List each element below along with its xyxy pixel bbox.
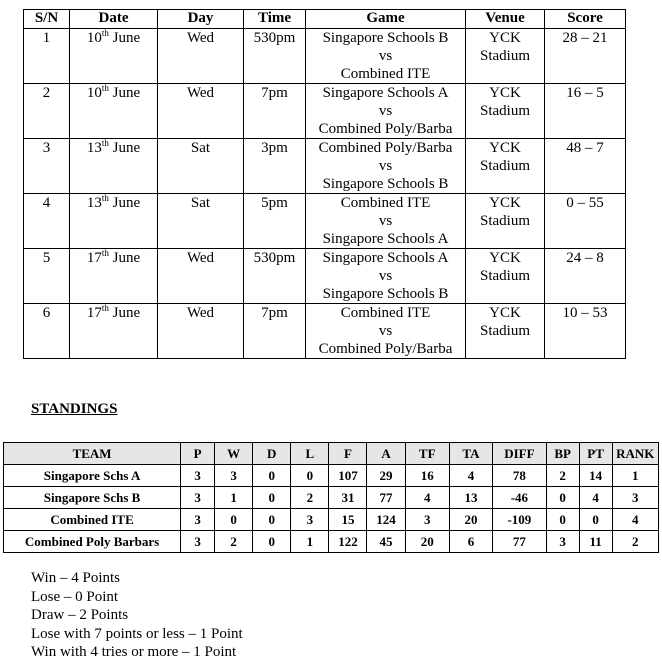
fixture-date: 10th June [70,29,158,84]
fixture-row [24,249,626,304]
versus-label: vs [378,268,393,284]
lost: 0 [291,465,329,487]
fixture-score: 0 – 55 [545,194,626,249]
column-header-sn: S/N [24,10,70,29]
standings-header-team: TEAM [4,443,181,465]
lost: 2 [291,487,329,509]
points-legend [31,569,243,662]
fixture-row [24,29,626,84]
tries-against: 20 [449,509,492,531]
standings-header-for: F [329,443,367,465]
points-for: 122 [329,531,367,553]
fixture-venue: YCK Stadium [466,139,545,194]
rank: 1 [612,465,658,487]
fixture-row [24,304,626,359]
points-for: 107 [329,465,367,487]
fixture-score: 48 – 7 [545,139,626,194]
tries-for: 16 [405,465,449,487]
fixture-score: 28 – 21 [545,29,626,84]
versus-label: vs [378,323,393,339]
rank: 4 [612,509,658,531]
played: 3 [181,487,215,509]
standings-row [4,465,659,487]
standings-title: STANDINGS [31,401,118,417]
won: 2 [215,531,253,553]
tries-for: 4 [405,487,449,509]
bonus-points: 0 [546,487,579,509]
won: 3 [215,465,253,487]
standings-table [3,442,659,553]
total-points: 0 [579,509,612,531]
fixture-game [306,139,466,194]
won: 0 [215,509,253,531]
drawn: 0 [253,465,291,487]
column-header-date: Date [70,10,158,29]
points-for: 31 [329,487,367,509]
played: 3 [181,465,215,487]
fixture-date: 17th June [70,304,158,359]
tries-for: 20 [405,531,449,553]
fixture-day: Sat [158,139,244,194]
points-against: 29 [367,465,405,487]
schedule-header-row [24,10,626,29]
away-team: Singapore Schools B [322,286,449,302]
legend-item: Lose with 7 points or less – 1 Point [31,625,243,642]
home-team: Singapore Schools A [322,85,449,101]
lost: 1 [291,531,329,553]
fixture-game [306,194,466,249]
standings-header-lost: L [291,443,329,465]
points-against: 77 [367,487,405,509]
versus-label: vs [378,213,393,229]
home-team: Combined Poly/Barba [318,140,453,156]
rank: 2 [612,531,658,553]
fixture-sn: 1 [24,29,70,84]
drawn: 0 [253,509,291,531]
fixture-venue: YCK Stadium [466,249,545,304]
column-header-day: Day [158,10,244,29]
fixture-day: Sat [158,194,244,249]
team-name: Combined ITE [4,509,181,531]
legend-item: Draw – 2 Points [31,607,129,623]
total-points: 4 [579,487,612,509]
home-team: Combined ITE [340,305,431,321]
fixture-row [24,139,626,194]
played: 3 [181,509,215,531]
fixture-date: 17th June [70,249,158,304]
standings-header-tries-against: TA [449,443,492,465]
column-header-venue: Venue [466,10,545,29]
versus-label: vs [378,48,393,64]
fixture-row [24,194,626,249]
column-header-game: Game [306,10,466,29]
fixture-venue: YCK Stadium [466,194,545,249]
rank: 3 [612,487,658,509]
fixture-date: 13th June [70,194,158,249]
bonus-points: 2 [546,465,579,487]
standings-header-won: W [215,443,253,465]
fixture-score: 10 – 53 [545,304,626,359]
away-team: Singapore Schools B [322,176,449,192]
home-team: Combined ITE [340,195,431,211]
fixture-score: 16 – 5 [545,84,626,139]
away-team: Combined Poly/Barba [318,121,453,137]
fixture-venue: YCK Stadium [466,304,545,359]
standings-header-bonus: BP [546,443,579,465]
versus-label: vs [378,103,393,119]
home-team: Singapore Schools B [322,30,449,46]
legend-item: Win with 4 tries or more – 1 Point [31,644,237,660]
fixture-day: Wed [158,84,244,139]
drawn: 0 [253,531,291,553]
fixture-date: 10th June [70,84,158,139]
points-diff: 77 [493,531,547,553]
fixture-day: Wed [158,304,244,359]
fixture-game [306,84,466,139]
fixture-sn: 5 [24,249,70,304]
won: 1 [215,487,253,509]
legend-item: Lose – 0 Point [31,588,119,605]
team-name: Singapore Schs B [4,487,181,509]
fixture-sn: 4 [24,194,70,249]
standings-header-tries-for: TF [405,443,449,465]
fixture-sn: 3 [24,139,70,194]
team-name: Combined Poly Barbars [4,531,181,553]
lost: 3 [291,509,329,531]
team-name: Singapore Schs A [4,465,181,487]
standings-row [4,509,659,531]
tries-against: 4 [449,465,492,487]
home-team: Singapore Schools A [322,250,449,266]
played: 3 [181,531,215,553]
fixture-venue: YCK Stadium [466,29,545,84]
tries-against: 13 [449,487,492,509]
fixture-time: 7pm [244,304,306,359]
versus-label: vs [378,158,393,174]
bonus-points: 3 [546,531,579,553]
fixture-score: 24 – 8 [545,249,626,304]
fixture-day: Wed [158,29,244,84]
fixture-game [306,249,466,304]
total-points: 11 [579,531,612,553]
bonus-points: 0 [546,509,579,531]
standings-header-row [4,443,659,465]
standings-row [4,531,659,553]
points-against: 45 [367,531,405,553]
fixture-sn: 6 [24,304,70,359]
away-team: Combined ITE [340,66,431,82]
fixture-date: 13th June [70,139,158,194]
fixture-game [306,304,466,359]
points-for: 15 [329,509,367,531]
fixture-game [306,29,466,84]
standings-header-against: A [367,443,405,465]
drawn: 0 [253,487,291,509]
points-diff: -109 [493,509,547,531]
schedule-table [23,9,626,359]
standings-row [4,487,659,509]
column-header-time: Time [244,10,306,29]
standings-header-rank: RANK [612,443,658,465]
legend-item: Win – 4 Points [31,570,120,586]
points-diff: -46 [493,487,547,509]
points-against: 124 [367,509,405,531]
away-team: Combined Poly/Barba [318,341,453,357]
points-diff: 78 [493,465,547,487]
standings-header-diff: DIFF [493,443,547,465]
fixture-day: Wed [158,249,244,304]
standings-header-drawn: D [253,443,291,465]
fixture-time: 5pm [244,194,306,249]
total-points: 14 [579,465,612,487]
fixture-time: 530pm [244,29,306,84]
tries-for: 3 [405,509,449,531]
fixture-time: 3pm [244,139,306,194]
fixture-venue: YCK Stadium [466,84,545,139]
tries-against: 6 [449,531,492,553]
away-team: Singapore Schools A [322,231,449,247]
fixture-time: 7pm [244,84,306,139]
fixture-sn: 2 [24,84,70,139]
fixture-row [24,84,626,139]
fixture-time: 530pm [244,249,306,304]
column-header-score: Score [545,10,626,29]
standings-header-points: PT [579,443,612,465]
standings-header-played: P [181,443,215,465]
